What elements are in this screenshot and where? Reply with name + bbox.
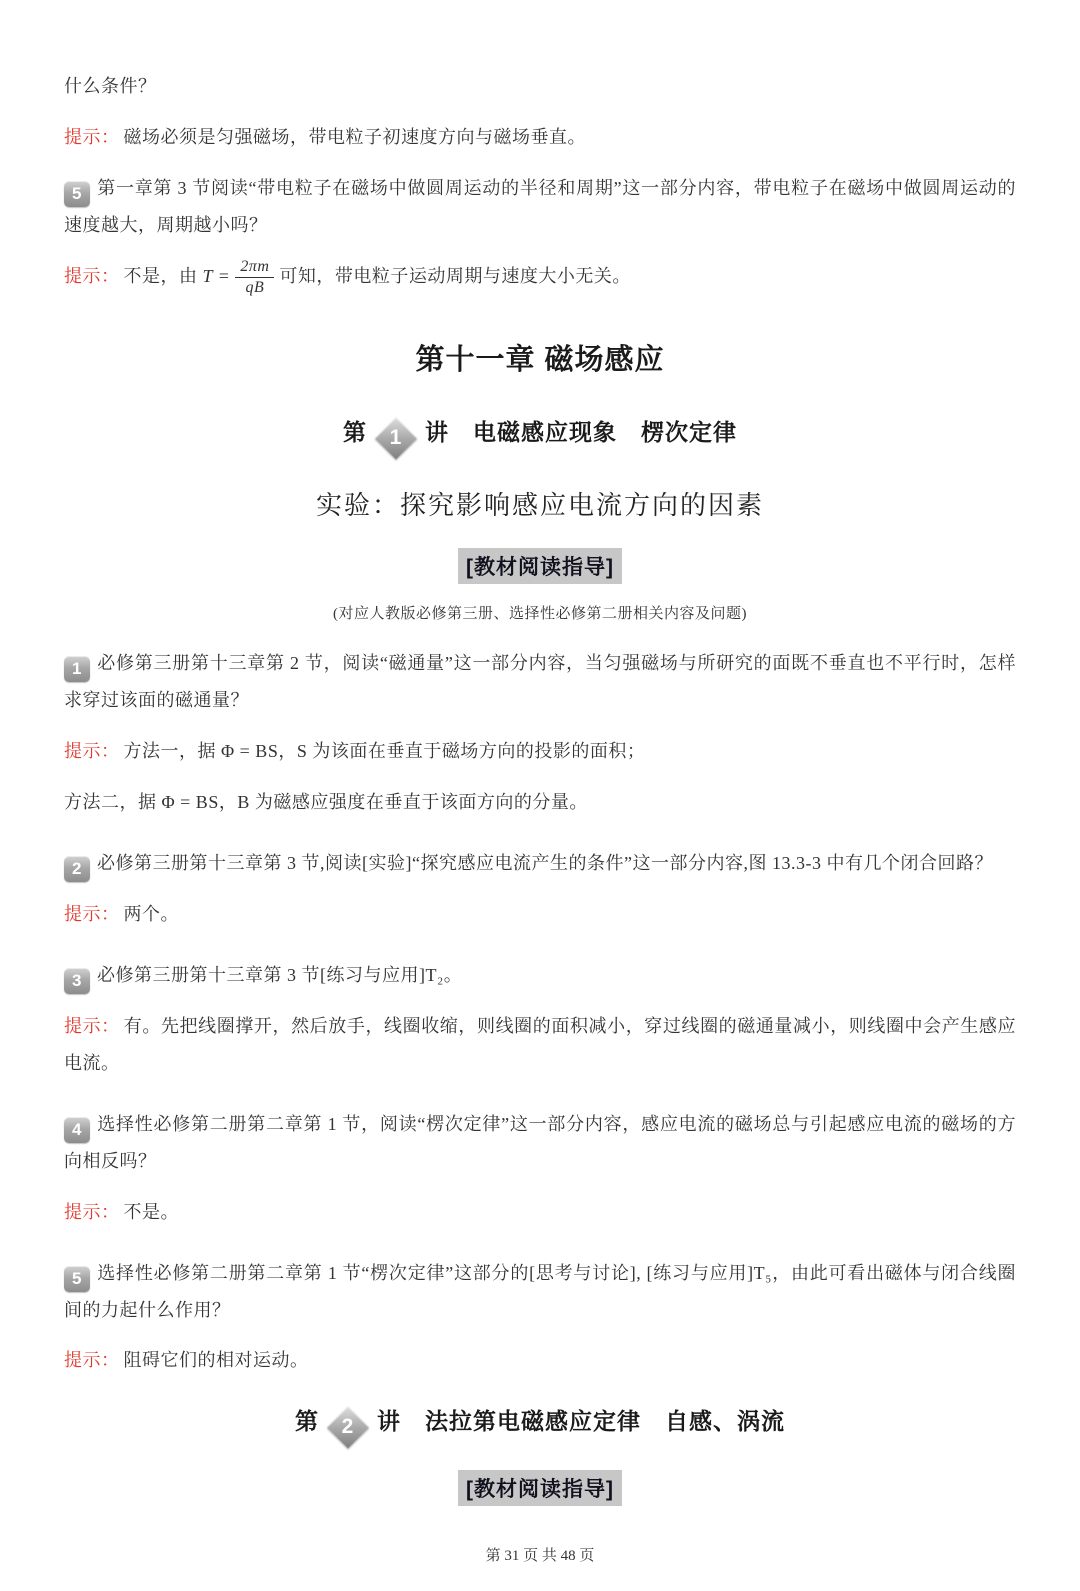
hint-text: 两个。 <box>123 904 179 925</box>
question-text: 必修第三册第十三章第 2 节，阅读“磁通量”这一部分内容，当匀强磁场与所研究的面既不垂直也不平行时，怎样求穿过该面的磁通量？ <box>64 653 1016 711</box>
question-text: 选择性必修第二册第二章第 1 节“楞次定律”这部分的[思考与讨论], [练习与应用]T₅，由此可看出磁体与闭合线圈间的力起什么作用？ <box>64 1262 1016 1320</box>
hint-label: 提示： <box>64 904 120 925</box>
lecture-prefix: 第 <box>295 1408 319 1435</box>
guide-heading-wrap <box>64 1470 1016 1506</box>
formula-fraction <box>235 258 274 298</box>
question-text: 必修第三册第十三章第 3 节[练习与应用]T₂。 <box>97 965 463 986</box>
question-number-badge: 4 <box>64 1117 90 1143</box>
hint-label: 提示： <box>64 1016 120 1037</box>
lecture-title: 电磁感应现象 楞次定律 <box>473 419 737 446</box>
hint-text: 磁场必须是匀强磁场，带电粒子初速度方向与磁场垂直。 <box>123 126 586 147</box>
guide-heading-wrap <box>64 548 1016 584</box>
guide-heading: [教材阅读指导] <box>458 1470 622 1506</box>
lecture-number-diamond-icon <box>375 417 417 459</box>
hint-text: 方法一，据 Φ = BS，S 为该面在垂直于磁场方向的投影的面积； <box>123 741 646 762</box>
formula-variable: T = <box>202 265 231 286</box>
question-item <box>64 170 1016 244</box>
hint-text: 不是，由 <box>123 265 198 286</box>
hint-line <box>64 119 1016 156</box>
fraction-numerator: 2πm <box>235 258 274 278</box>
hint-line <box>64 1194 1016 1231</box>
experiment-title: 实验：探究影响感应电流方向的因素 <box>315 491 764 521</box>
fraction-denominator: qB <box>245 279 265 297</box>
question-number-badge: 5 <box>64 1266 90 1292</box>
chapter-title: 第十一章 磁场感应 <box>415 344 665 377</box>
hint-line <box>64 1342 1016 1379</box>
hint-text: 有。先把线圈撑开，然后放手，线圈收缩，则线圈的面积减小，穿过线圈的磁通量减小，则线圈中会产生感应电流。 <box>64 1016 1017 1073</box>
question-item <box>64 1255 1016 1329</box>
lecture-number: 2 <box>341 1415 355 1439</box>
hint-label: 提示： <box>64 741 120 762</box>
question-text: 第一章第 3 节阅读“带电粒子在磁场中做圆周运动的半径和周期”这一部分内容，带电粒子在磁场中做圆周运动的速度越大，周期越小吗？ <box>64 177 1016 235</box>
formula-period <box>198 257 280 297</box>
question-item <box>64 1106 1016 1180</box>
hint-line <box>64 896 1016 933</box>
hint-text: 阻碍它们的相对运动。 <box>123 1350 309 1371</box>
lecture2-heading <box>64 1403 1016 1442</box>
lecture1-heading <box>64 414 1016 453</box>
question-text: 选择性必修第二册第二章第 1 节，阅读“楞次定律”这一部分内容，感应电流的磁场总与引起感应电流的磁场的方向相反吗？ <box>64 1113 1016 1171</box>
question-number-badge: 3 <box>64 968 90 994</box>
hint-label: 提示： <box>64 1350 120 1371</box>
lecture-suffix: 讲 <box>425 419 449 446</box>
hint-continuation-line <box>64 784 1016 821</box>
question-number-badge: 5 <box>64 181 90 207</box>
lecture-prefix: 第 <box>343 419 367 446</box>
question-number-badge: 1 <box>64 656 90 682</box>
hint-line-formula <box>64 258 1016 298</box>
hint-label: 提示： <box>64 265 120 286</box>
hint-line <box>64 1008 1016 1082</box>
lecture-number-diamond-icon <box>327 1406 369 1448</box>
lecture-suffix: 讲 <box>377 1408 401 1435</box>
hint-text: 可知，带电粒子运动周期与速度大小无关。 <box>279 265 631 286</box>
hint-line <box>64 733 1016 770</box>
guide-heading: [教材阅读指导] <box>458 548 622 584</box>
hint-label: 提示： <box>64 126 120 147</box>
hint-text: 方法二，据 Φ = BS，B 为磁感应强度在垂直于该面方向的分量。 <box>64 792 588 813</box>
hint-label: 提示： <box>64 1201 120 1222</box>
reference-note: (对应人教版必修第三册、选择性必修第二册相关内容及问题) <box>333 606 747 623</box>
carryover-question-text: 什么条件？ <box>64 76 157 96</box>
lecture-number: 1 <box>389 426 403 450</box>
question-number-badge: 2 <box>64 856 90 882</box>
page-number-footer: 第 31 页 共 48 页 <box>485 1548 595 1565</box>
question-item <box>64 845 1016 882</box>
question-item <box>64 957 1016 994</box>
question-item <box>64 645 1016 719</box>
hint-text: 不是。 <box>123 1201 179 1222</box>
lecture-title: 法拉第电磁感应定律 自感、涡流 <box>425 1408 785 1435</box>
question-text: 必修第三册第十三章第 3 节,阅读[实验]“探究感应电流产生的条件”这一部分内容,图 13.3-3 中有几个闭合回路？ <box>97 853 993 874</box>
